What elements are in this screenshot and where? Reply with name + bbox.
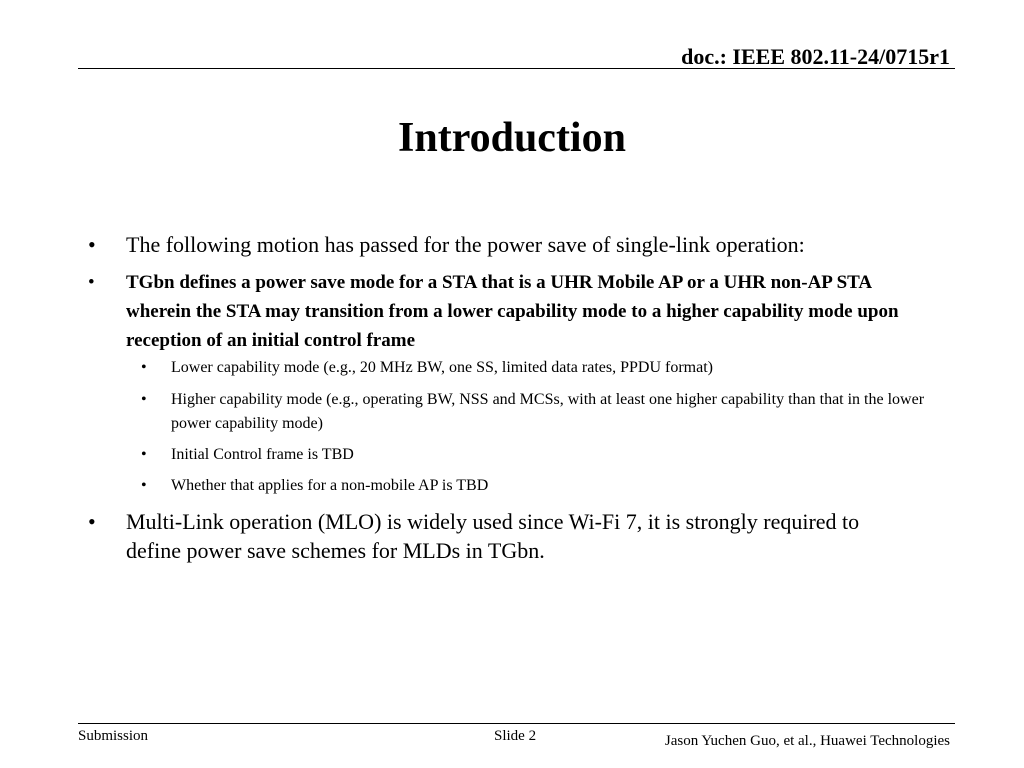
sub-bullet-item (141, 474, 946, 498)
bullet-text: The following motion has passed for the power save of single-link operation: (126, 232, 805, 257)
document-id: doc.: IEEE 802.11-24/0715r1 (681, 44, 950, 69)
sub-bullet-text: Initial Control frame is TBD (171, 446, 354, 463)
footer-authors: Jason Yuchen Guo, et al., Huawei Technologies (664, 733, 950, 749)
bullet-marker: • (88, 272, 95, 293)
bullet-item (88, 507, 886, 565)
bullet-marker: • (141, 446, 147, 463)
sub-bullet-item (141, 388, 946, 436)
bullet-item (88, 230, 926, 259)
bullet-marker: • (88, 232, 96, 257)
header-rule (78, 68, 955, 69)
slide-title: Introduction (398, 115, 626, 161)
sub-bullet-text: Whether that applies for a non-mobile AP is TBD (171, 477, 489, 494)
bullet-marker: • (141, 359, 147, 376)
bullet-marker: • (141, 477, 147, 494)
bullet-text: TGbn defines a power save mode for a STA that is a UHR Mobile AP or a UHR non-AP STA wherein the STA may transition from a lower capability mode to a higher capability mode upon reception of an initial control frame (126, 272, 899, 351)
footer-slide-number: Slide 2 (494, 728, 537, 744)
sub-bullet-text: Higher capability mode (e.g., operating BW, NSS and MCSs, with at least one higher capability than that in the lower power capability mode) (171, 391, 925, 432)
footer-submission: Submission (78, 728, 149, 744)
footer-rule (78, 723, 955, 724)
sub-bullet-item (141, 356, 946, 380)
bullet-item (88, 268, 926, 355)
bullet-marker: • (141, 391, 147, 408)
sub-bullet-item (141, 443, 946, 467)
sub-bullet-text: Lower capability mode (e.g., 20 MHz BW, one SS, limited data rates, PPDU format) (171, 359, 713, 376)
bullet-text: Multi-Link operation (MLO) is widely used since Wi-Fi 7, it is strongly required to define power save schemes for MLDs in TGbn. (126, 509, 860, 563)
bullet-marker: • (88, 509, 96, 534)
